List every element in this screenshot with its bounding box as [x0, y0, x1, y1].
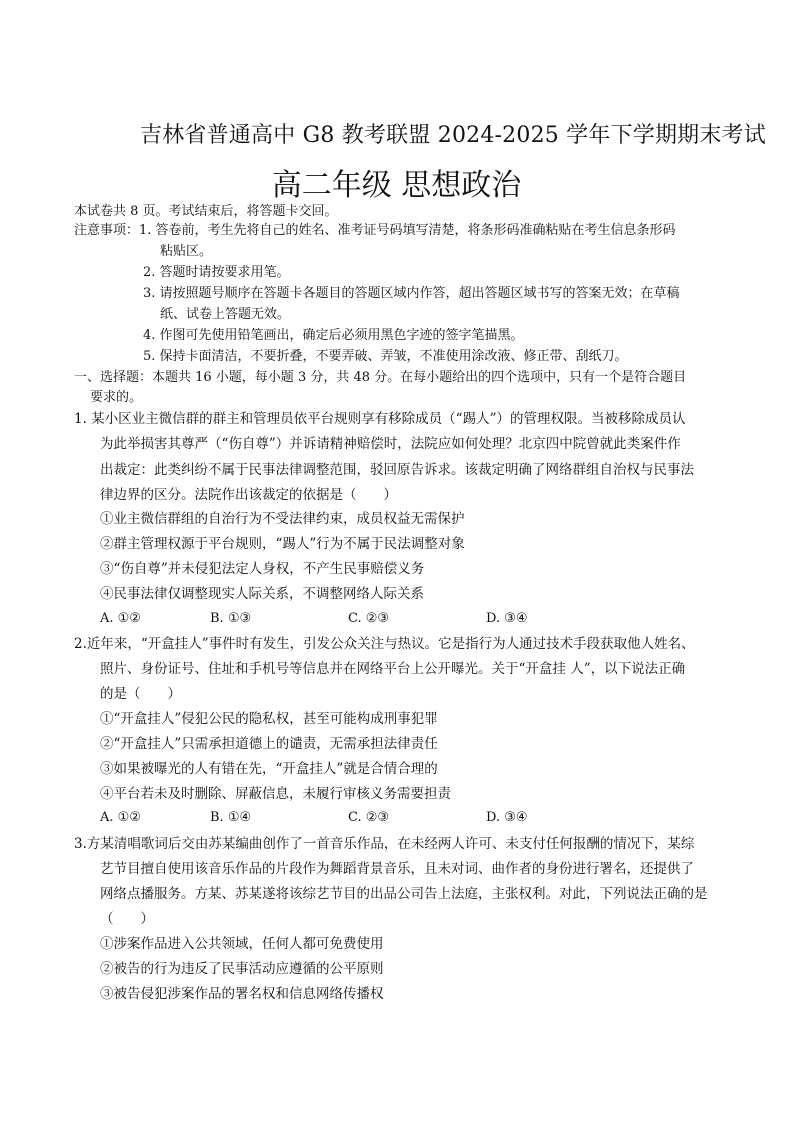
statement: ①涉案作品进入公共领域，任何人都可免费使用: [100, 936, 384, 952]
option-b: B. ①④: [210, 810, 252, 825]
statement: ②“开盒挂人”只需承担道德上的谴责，无需承担法律责任: [100, 736, 438, 752]
notice-line: 纸、试卷上答题无效。: [160, 307, 291, 322]
question-stem: 1. 某小区业主微信群的群主和管理员依平台规则享有移除成员（“踢人”）的管理权限。当被移除成员认: [74, 411, 686, 427]
notice-line: 粘贴区。: [160, 244, 213, 259]
statement: ③“伤自尊”并未侵犯法定人身权，不产生民事赔偿义务: [100, 561, 425, 577]
notice-line: 注意事项：1. 答卷前，考生先将自己的姓名、准考证号码填写清楚，将条形码准确粘贴在考生信息条形码: [74, 223, 676, 238]
question-stem: 出裁定：此类纠纷不属于民事法律调整范围，驳回原告诉求。该裁定明确了网络群组自治权与民事法: [100, 462, 694, 478]
question-stem: 照片、身份证号、住址和手机号等信息并在网络平台上公开曝光。关于“开盒挂 人”，以下说法正确: [100, 661, 686, 677]
statement: ②被告的行为违反了民事活动应遵循的公平原则: [100, 961, 384, 977]
statement: ①业主微信群组的自治行为不受法律约束，成员权益无需保护: [100, 511, 465, 527]
option-d: D. ③④: [486, 611, 528, 626]
question-stem: 艺节目擅自使用该音乐作品的片段作为舞蹈背景音乐，且未对词、曲作者的身份进行署名，还提供了: [100, 861, 694, 877]
section-heading: 要求的。: [90, 390, 143, 405]
notice-line: 3. 请按照题号顺序在答题卡各题目的答题区域内作答，超出答题区域书写的答案无效；在草稿: [143, 286, 680, 301]
statement: ②群主管理权源于平台规则，“踢人”行为不属于民法调整对象: [100, 536, 465, 552]
question-stem: 律边界的区分。法院作出该裁定的依据是（ ）: [100, 487, 397, 503]
statement: ①“开盒挂人”侵犯公民的隐私权，甚至可能构成刑事犯罪: [100, 711, 438, 727]
option-c: C. ②③: [348, 810, 390, 825]
statement: ③被告侵犯涉案作品的署名权和信息网络传播权: [100, 986, 384, 1002]
statement: ④民事法律仅调整现实人际关系，不调整网络人际关系: [100, 586, 424, 602]
statement: ③如果被曝光的人有错在先，“开盒挂人”就是合情合理的: [100, 761, 438, 777]
option-a: A. ①②: [100, 611, 141, 626]
question-stem: 3.方某清唱歌词后交由苏某编曲创作了一首音乐作品，在未经两人许可、未支付任何报酬的情况下，某综: [74, 836, 695, 852]
option-d: D. ③④: [486, 810, 528, 825]
notice-intro: 本试卷共 8 页。考试结束后，将答题卡交回。: [74, 204, 338, 219]
statement: ④平台若未及时删除、屏蔽信息，未履行审核义务需要担责: [100, 786, 451, 802]
question-stem: 网络点播服务。方某、苏某遂将该综艺节目的出品公司告上法庭，主张权利。对此，下列说法正确的是: [100, 886, 708, 902]
exam-subtitle: 高二年级 思想政治: [271, 168, 522, 203]
question-stem: 2.近年来，“开盒挂人”事件时有发生，引发公众关注与热议。它是指行为人通过技术手段获取他人姓名、: [74, 636, 695, 652]
question-stem: 为此举损害其尊严（“伤自尊”）并诉请精神赔偿时，法院应如何处理？北京四中院曾就此类案件作: [100, 436, 681, 452]
notice-line: 5. 保持卡面清洁，不要折叠，不要弄破、弄皱，不准使用涂改液、修正带、刮纸刀。: [143, 349, 628, 364]
notice-line: 4. 作图可先使用铅笔画出，确定后必须用黑色字迹的签字笔描黑。: [143, 328, 524, 343]
exam-title: 吉林省普通高中 G8 教考联盟 2024-2025 学年下学期期末考试: [140, 123, 766, 148]
option-a: A. ①②: [100, 810, 141, 825]
notice-line: 2. 答题时请按要求用笔。: [143, 265, 290, 280]
section-heading: 一、选择题：本题共 16 小题，每小题 3 分，共 48 分。在每小题给出的四个选项中，只有一个是符合题目: [74, 370, 687, 385]
question-stem: 的是（ ）: [100, 686, 181, 702]
option-c: C. ②③: [348, 611, 390, 626]
option-b: B. ①③: [210, 611, 252, 626]
question-stem: （ ）: [100, 911, 154, 927]
